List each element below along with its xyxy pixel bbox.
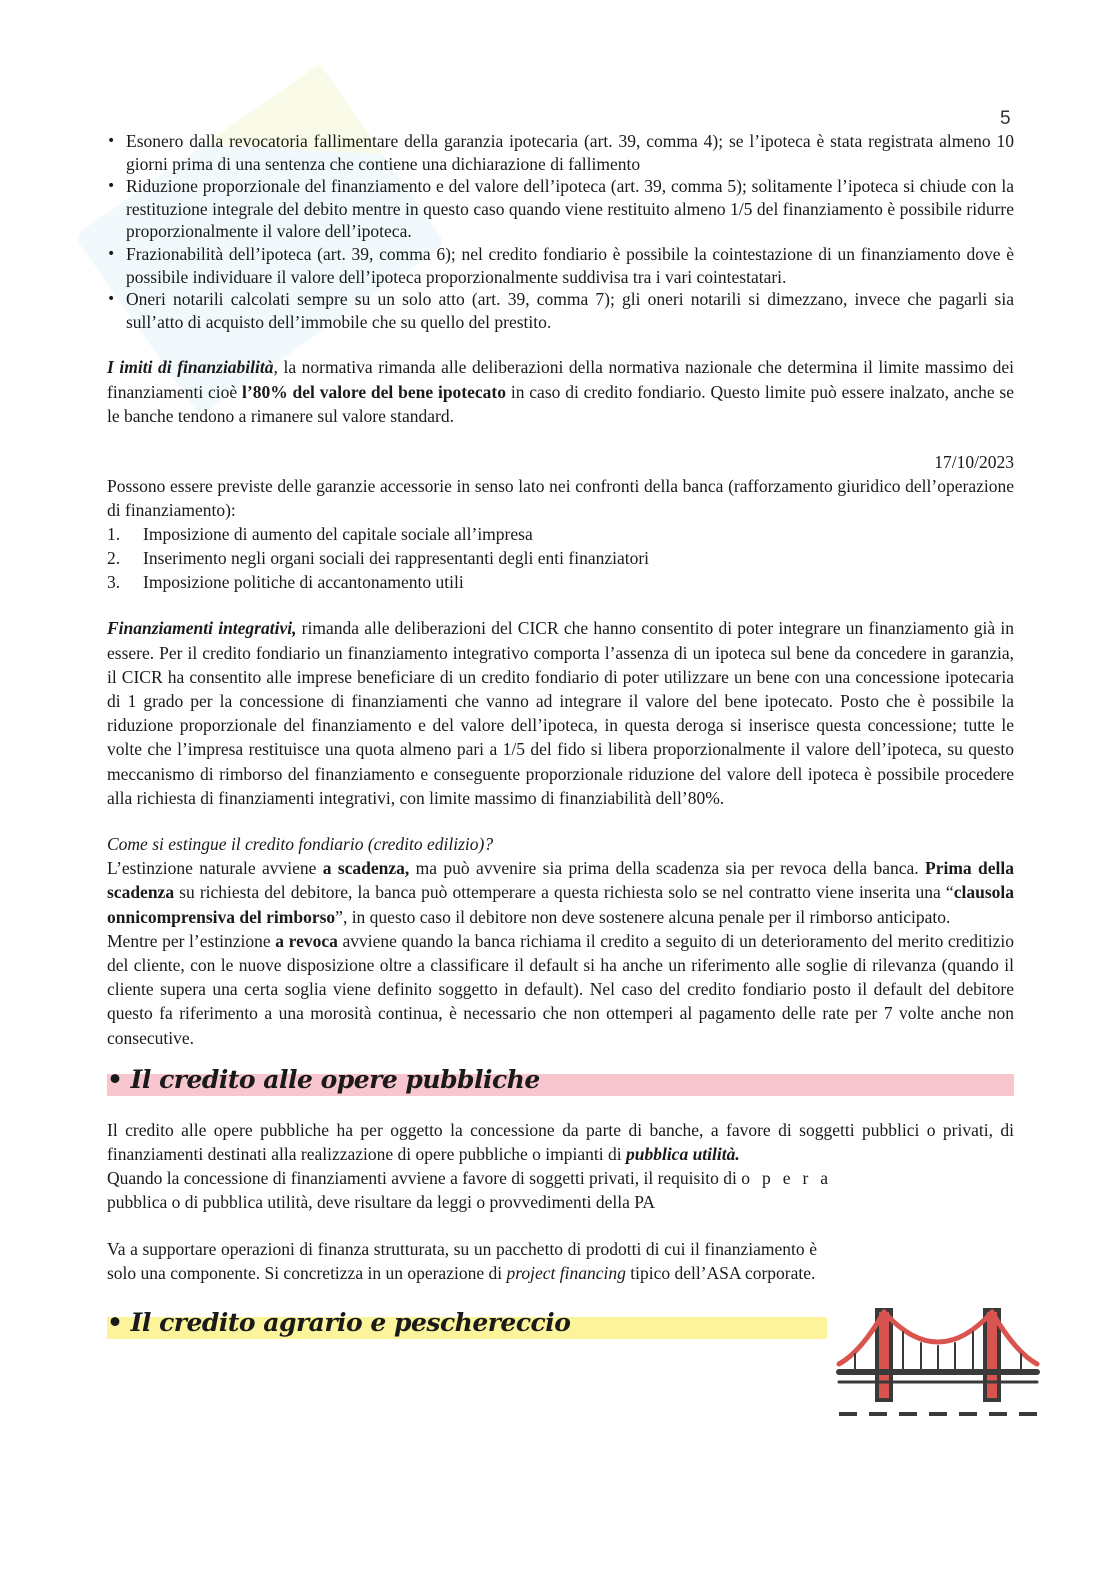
list-item: 2. Inserimento negli organi sociali dei rappresentanti degli enti finanziatori	[107, 548, 650, 569]
page-number: 5	[1000, 108, 1011, 129]
estinzione-paragraph-2: Mentre per l’estinzione a revoca avviene quando la banca richiama il credito a seguito di un deterioramento del merito creditizio del cliente, con le nuove disposizione oltre a classificare il default si ha anche un riferimento alle soglie di rilevanza (quando il cliente supera una certa soglia viene definito soggetto in default). Nel caso del credito fondiario posto il default del debitore questo fa riferimento a una morosità continua, è necessario che non ottemperi al pagamento delle rate per 7 volte anche non consecutive.	[107, 930, 1014, 1048]
bridge-icon	[833, 1302, 1043, 1422]
estinzione-paragraph-1: L’estinzione naturale avviene a scadenza, ma può avvenire sia prima della scadenza sia per revoca della banca. Prima della scadenza su richiesta del debitore, la banca può ottemperare a questa richiesta solo se nel contratto viene inserita una “clausola onnicomprensiva del rimborso”, in questo caso il debitore non deve sostenere alcuna penale per il rimborso anticipato.	[107, 858, 1014, 927]
limiti-term: I imiti di finanziabilità	[107, 357, 274, 378]
section-heading-opere-pubbliche: • Il credito alle opere pubbliche	[107, 1064, 1014, 1096]
garanzie-intro: Possono essere previste delle garanzie accessorie in senso lato nei confronti della banca (rafforzamento giuridico dell’operazione di finanziamento):	[107, 475, 1014, 521]
list-item: • Frazionabilità dell’ipoteca (art. 39, comma 6); nel credito fondiario è possibile la cointestazione di un finanziamento dove è possibile individuare il valore dell’ipoteca proporzionalmente suddivisa tra i vari cointestatari.	[107, 243, 1014, 288]
page-content	[107, 130, 1014, 1345]
list-item: • Oneri notarili calcolati sempre su un solo atto (art. 39, comma 7); gli oneri notarili si dimezzano, invece che pagarli sia sull’atto di acquisto dell’immobile che su quello del prestito.	[107, 288, 1014, 333]
list-item: • Esonero dalla revocatoria fallimentare della garanzia ipotecaria (art. 39, comma 4); se l’ipoteca è stata registrata almeno 10 giorni prima di una sentenza che contiene una dichiarazione di fallimento	[107, 130, 1014, 175]
date-label: 17/10/2023	[934, 451, 1014, 472]
limiti-paragraph: I imiti di finanziabilità, la normativa rimanda alle deliberazioni della normativa nazionale che determina il limite massimo dei finanziamenti cioè l’80% del valore del bene ipotecato in caso di credito fondiario. Questo limite può essere inalzato, anche se le banche tendono a rimanere sul valore standard.	[107, 357, 1015, 426]
list-item: 3. Imposizione politiche di accantonamento utili	[107, 572, 464, 593]
garanzie-list	[107, 522, 1014, 594]
estinzione-question: Come si estingue il credito fondiario (credito edilizio)?	[107, 833, 494, 854]
limiti-bold: l’80% del valore del bene ipotecato	[242, 381, 506, 402]
features-list	[107, 130, 1014, 333]
opere-paragraph-2: Va a supportare operazioni di finanza strutturata, su un pacchetto di prodotti di cui il finanziamento è solo una componente. Si concretizza in un operazione di project financing tipico dell’ASA corporate.	[107, 1238, 817, 1283]
section-heading-agrario: • Il credito agrario e peschereccio	[107, 1307, 1014, 1339]
list-item: • Riduzione proporzionale del finanziamento e del valore dell’ipoteca (art. 39, comma 5); solitamente l’ipoteca si chiude con la restituzione integrale del debito mentre in questo caso quando viene restituito almeno 1/5 del finanziamento è possibile ridurre proporzionalmente il valore dell’ipoteca.	[107, 175, 1014, 243]
opere-paragraph-1: Il credito alle opere pubbliche ha per oggetto la concessione da parte di banche, a favore di soggetti pubblici o privati, di finanziamenti destinati alla realizzazione di opere pubbliche o impianti di pubblica utilità. Quando la concessione di finanziamenti avviene a favore di soggetti privati, il requisito di opera pubblica o di pubblica utilità, deve risultare da leggi o provvedimenti della PA	[107, 1119, 1014, 1213]
list-item: 1. Imposizione di aumento del capitale sociale all’impresa	[107, 524, 533, 545]
integrativi-term: Finanziamenti integrativi,	[107, 618, 297, 639]
integrativi-paragraph: Finanziamenti integrativi, rimanda alle deliberazioni del CICR che hanno consentito di poter integrare un finanziamento già in essere. Per il credito fondiario un finanziamento integrativo comporta l’assenza di un ipoteca sul bene da concedere in garanzia, il CICR ha consentito alle imprese beneficiare di un credito fondiario di poter utilizzare un bene con una concessione ipotecaria di 1 grado per la concessione di finanziamenti che vanno ad integrare il valore del bene ipotecato. Posto che è possibile la riduzione proporzionale del finanziamento e del valore dell’ipoteca, in questa deroga si inserisce questa concessione; tutte le volte che l’impresa restituisce una quota almeno pari a 1/5 del fido si libera proporzionalmente il valore dell’ipoteca, su questo meccanismo di rimborso del finanziamento e conseguente proporzionale riduzione del valore dell ipoteca è possibile procedere alla richiesta di finanziamenti integrativi, con limite massimo di finanziabilità dell’80%.	[107, 618, 1014, 808]
